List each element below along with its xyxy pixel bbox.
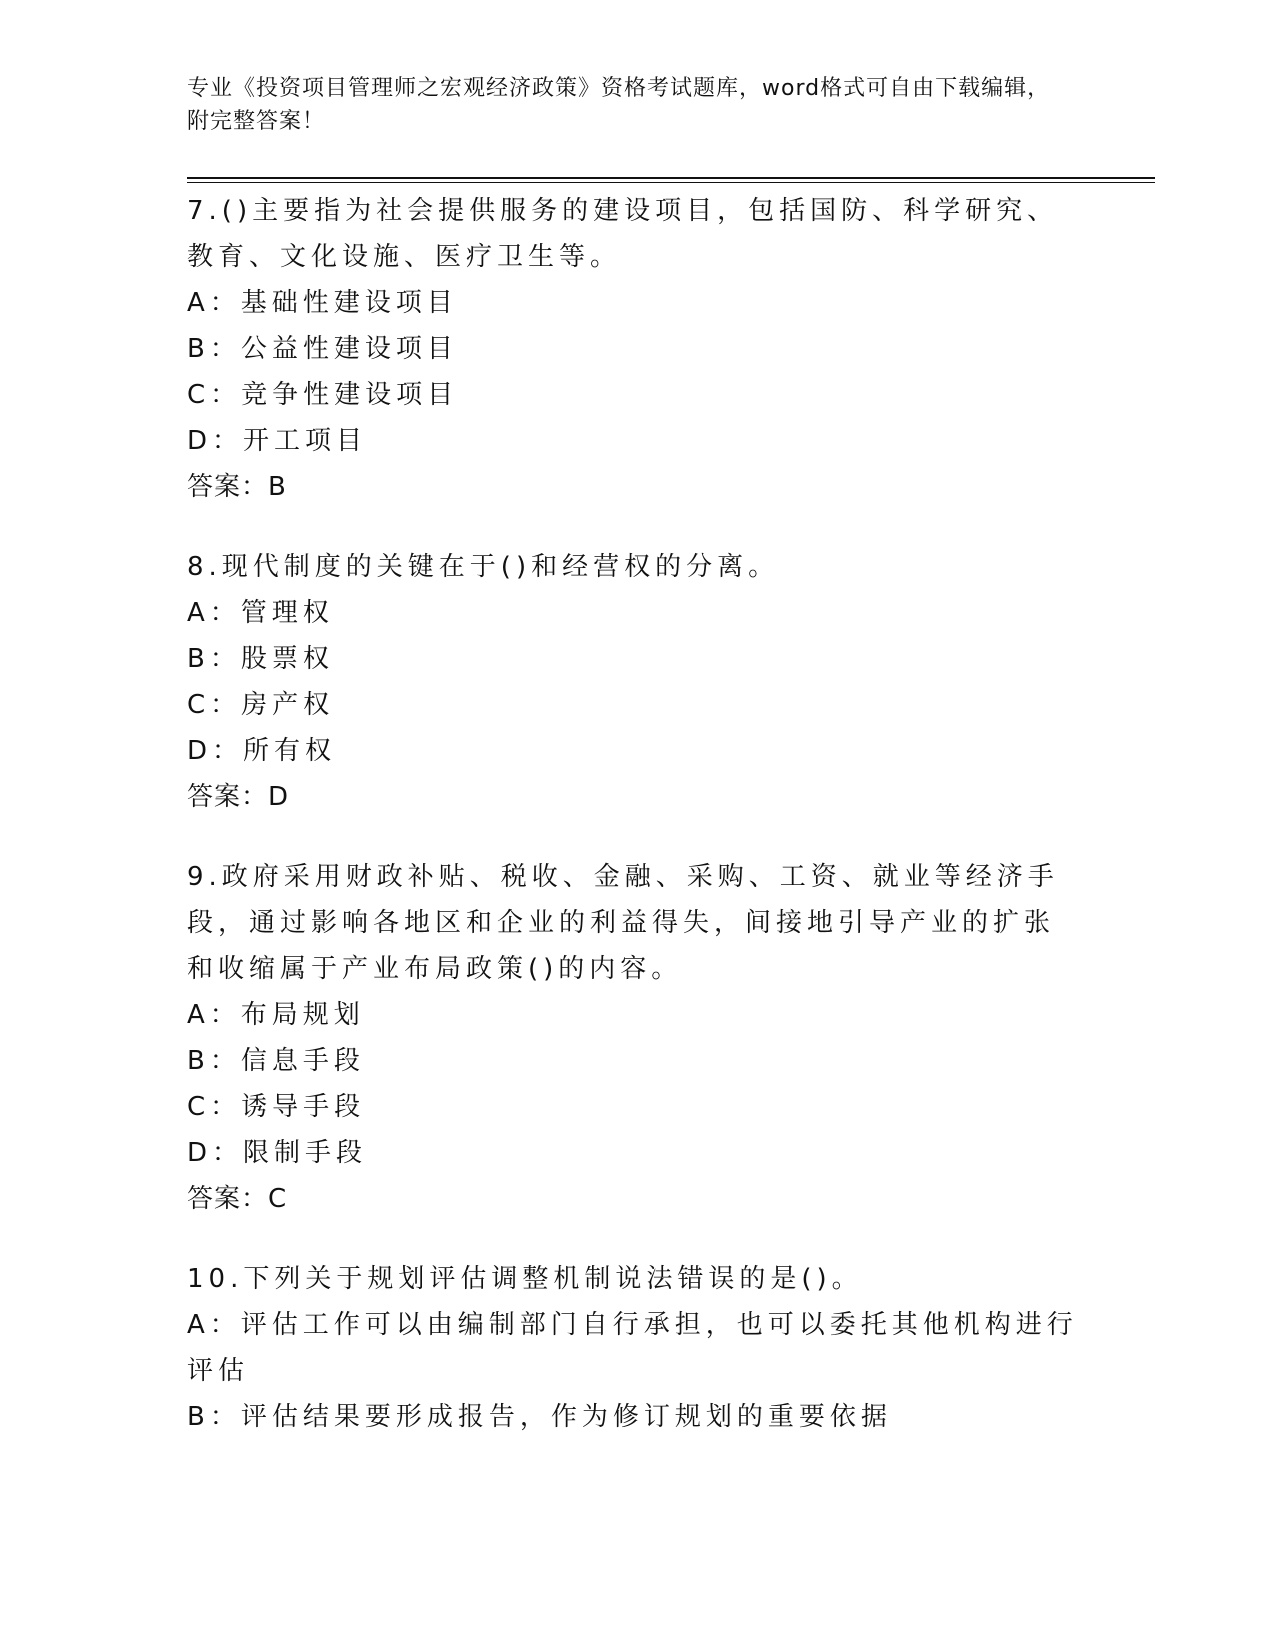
- question-10: [187, 1256, 1087, 1440]
- option-d: D：限制手段: [187, 1138, 368, 1168]
- question-text: 10.下列关于规划评估调整机制说法错误的是()。: [187, 1264, 863, 1294]
- option-a: A：基础性建设项目: [187, 288, 458, 318]
- question-7: [187, 188, 1087, 510]
- option-b: B：评估结果要形成报告，作为修订规划的重要依据: [187, 1402, 892, 1432]
- option-b: B：公益性建设项目: [187, 334, 458, 364]
- option-d: D：开工项目: [187, 426, 368, 456]
- answer-line: 答案：B: [187, 472, 287, 502]
- question-9: [187, 854, 1087, 1222]
- option-c: C：诱导手段: [187, 1092, 366, 1122]
- question-text: 7.()主要指为社会提供服务的建设项目，包括国防、科学研究、教育、文化设施、医疗卫生等。: [187, 196, 1059, 272]
- document-header: [187, 72, 1067, 138]
- header-intro-text: 专业《投资项目管理师之宏观经济政策》资格考试题库，word格式可自由下载编辑，附完整答案！: [187, 76, 1051, 134]
- option-c: C：房产权: [187, 690, 335, 720]
- answer-line: 答案：C: [187, 1184, 288, 1214]
- question-list: [187, 188, 1087, 1440]
- header-divider-thin: [187, 182, 1155, 183]
- question-text: 8.现代制度的关键在于()和经营权的分离。: [187, 552, 780, 582]
- option-a: A：评估工作可以由编制部门自行承担，也可以委托其他机构进行评估: [187, 1310, 1078, 1386]
- option-b: B：信息手段: [187, 1046, 365, 1076]
- answer-line: 答案：D: [187, 782, 290, 812]
- option-a: A：布局规划: [187, 1000, 365, 1030]
- option-a: A：管理权: [187, 598, 334, 628]
- option-b: B：股票权: [187, 644, 334, 674]
- header-divider-thick: [187, 177, 1155, 179]
- question-8: [187, 544, 1087, 820]
- question-text: 9.政府采用财政补贴、税收、金融、采购、工资、就业等经济手段，通过影响各地区和企业的利益得失，间接地引导产业的扩张和收缩属于产业布局政策()的内容。: [187, 862, 1059, 984]
- option-c: C：竞争性建设项目: [187, 380, 459, 410]
- option-d: D：所有权: [187, 736, 337, 766]
